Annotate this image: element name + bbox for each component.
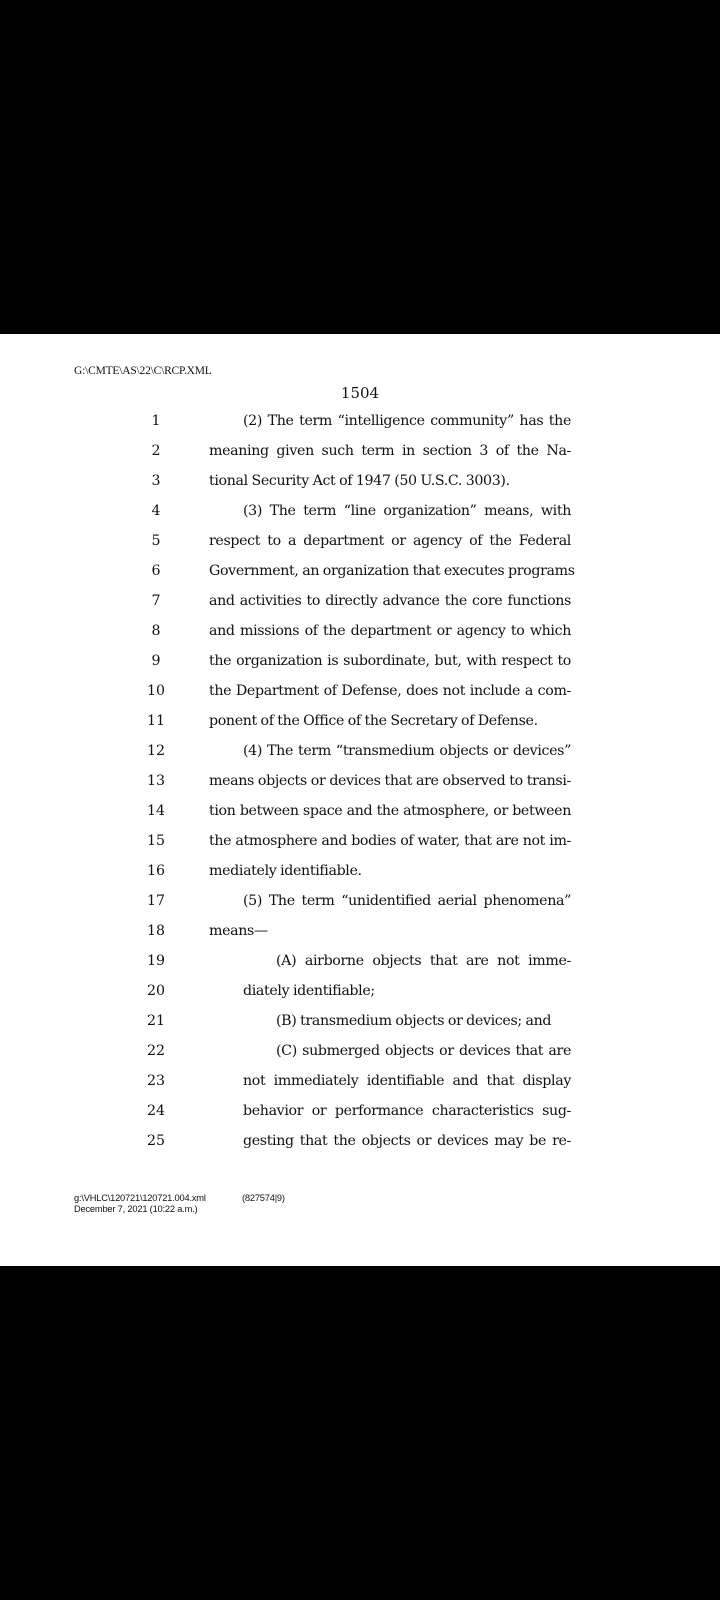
line-number: 12 [146,743,166,759]
line-text: diately identifiable; [243,983,375,999]
line-number: 7 [151,593,161,609]
line-text: mediately identifiable. [209,863,362,879]
text-line [0,646,720,676]
line-number: 20 [146,983,166,999]
text-line [0,1036,720,1066]
line-text: means— [209,923,268,939]
line-text: gesting that the objects or devices may be re- [243,1133,571,1149]
line-text: (4) The term “transmedium objects or devices” [243,743,571,759]
text-line [0,796,720,826]
line-text: the Department of Defense, does not include a com- [209,683,571,699]
line-text: Government, an organization that executes programs [209,563,575,579]
line-text: tion between space and the atmosphere, or between [209,803,571,819]
line-number: 16 [146,863,166,879]
text-line [0,766,720,796]
line-number: 24 [146,1103,166,1119]
text-line [0,826,720,856]
line-text: behavior or performance characteristics sug- [243,1103,571,1119]
line-text: (B) transmedium objects or devices; and [276,1013,552,1029]
text-line [0,616,720,646]
line-text: the organization is subordinate, but, with respect to [209,653,571,669]
text-line [0,676,720,706]
text-line [0,916,720,946]
line-number: 2 [151,443,161,459]
line-text: and missions of the department or agency to which [209,623,571,639]
line-number: 17 [146,893,166,909]
text-line [0,1126,720,1156]
line-number: 3 [151,473,161,489]
document-page [0,334,720,1266]
line-number: 13 [146,773,166,789]
line-text: and activities to directly advance the core functions [209,593,571,609]
footer-code: (827574|9) [242,1193,285,1203]
line-text: (C) submerged objects or devices that are [276,1043,571,1059]
line-text: meaning given such term in section 3 of the Na- [209,443,571,459]
text-line [0,976,720,1006]
footer-file-path: g:\VHLC\120721\120721.004.xml [74,1193,206,1203]
line-number: 8 [151,623,161,639]
line-number: 21 [146,1013,166,1029]
line-text: (2) The term “intelligence community” has the [243,413,571,429]
text-line [0,856,720,886]
line-text: (A) airborne objects that are not imme- [276,953,571,969]
line-text: means objects or devices that are observed to transi- [209,773,571,789]
text-line [0,496,720,526]
line-text: tional Security Act of 1947 (50 U.S.C. 3003). [209,473,510,489]
line-number: 5 [151,533,161,549]
line-number: 9 [151,653,161,669]
line-number: 4 [151,503,161,519]
line-number: 10 [146,683,166,699]
text-line [0,526,720,556]
text-line [0,436,720,466]
line-number: 22 [146,1043,166,1059]
line-number: 19 [146,953,166,969]
line-text: (3) The term “line organization” means, with [243,503,571,519]
page-footer [74,1193,285,1215]
line-text: respect to a department or agency of the Federal [209,533,571,549]
header-file-path: G:\CMTE\AS\22\C\RCP.XML [74,365,212,377]
line-number: 6 [151,563,161,579]
line-text: not immediately identifiable and that display [243,1073,571,1089]
text-line [0,1066,720,1096]
line-number: 11 [146,713,166,729]
line-number: 1 [151,413,161,429]
text-line [0,1096,720,1126]
text-line [0,886,720,916]
footer-date: December 7, 2021 (10:22 a.m.) [74,1204,198,1214]
line-text: ponent of the Office of the Secretary of Defense. [209,713,538,729]
line-number: 14 [146,803,166,819]
line-number: 23 [146,1073,166,1089]
page-number: 1504 [340,384,380,402]
text-line [0,736,720,766]
line-text: the atmosphere and bodies of water, that are not im- [209,833,571,849]
text-line [0,586,720,616]
text-line [0,466,720,496]
text-line [0,1006,720,1036]
text-line [0,556,720,586]
text-line [0,706,720,736]
line-number: 15 [146,833,166,849]
line-number: 18 [146,923,166,939]
line-number: 25 [146,1133,166,1149]
text-line [0,406,720,436]
line-text: (5) The term “unidentified aerial phenomena” [243,893,571,909]
text-line [0,946,720,976]
